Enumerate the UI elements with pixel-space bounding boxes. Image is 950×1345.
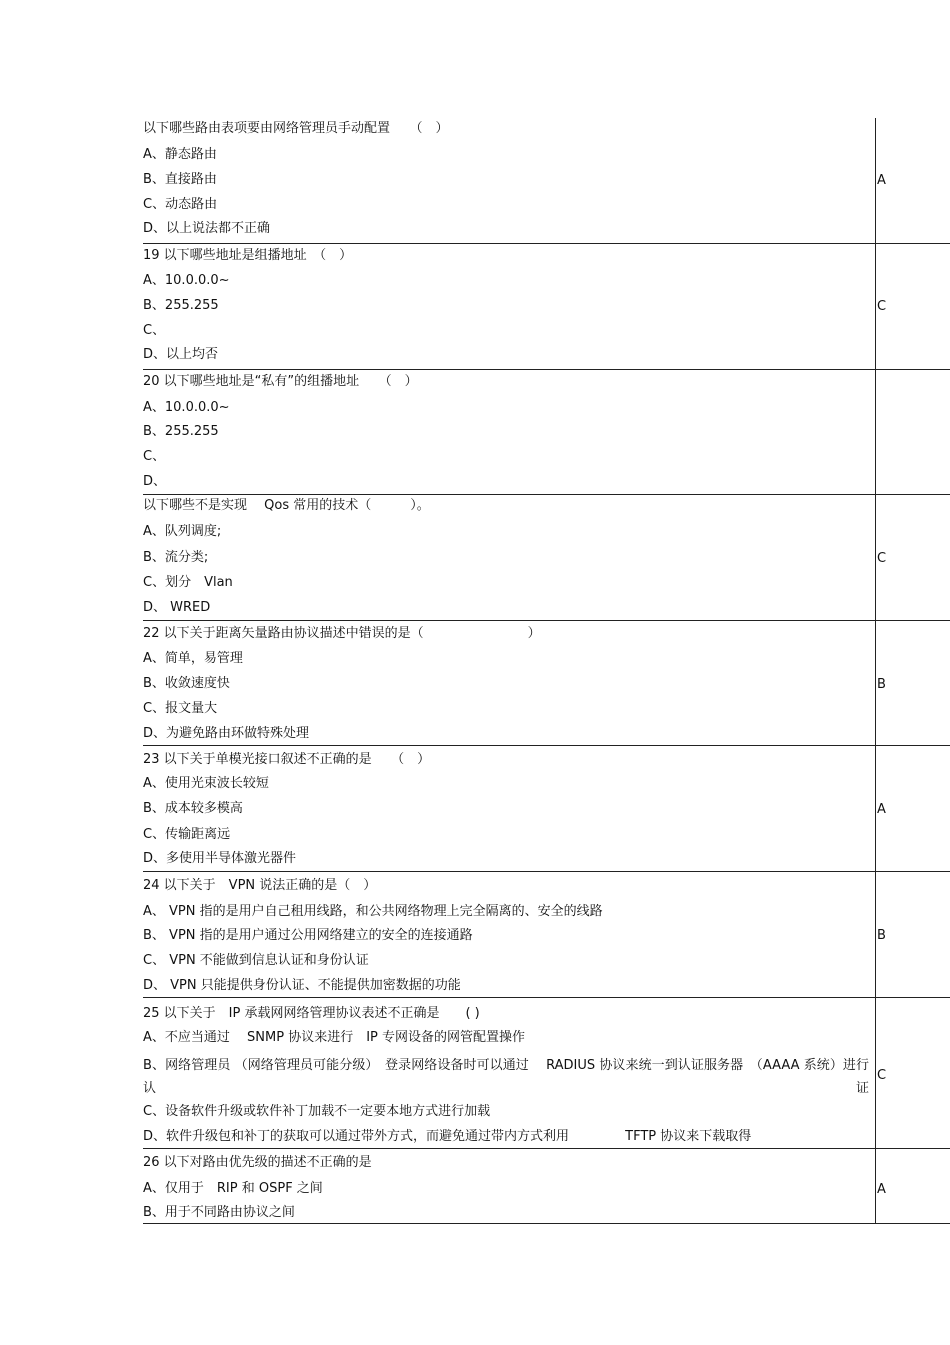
question-stem: 26 以下对路由优先级的描述不正确的是 (143, 1155, 372, 1170)
option-b: B、流分类; (143, 550, 209, 565)
option-a: A、不应当通过 SNMP 协议来进行 IP 专网设备的网管配置操作 (143, 1030, 525, 1045)
answer-cell: B (877, 677, 886, 692)
answer-cell: C (877, 1068, 887, 1083)
question-table (143, 118, 950, 1224)
question-stem: 22 以下关于距离矢量路由协议描述中错误的是（ ） (143, 626, 541, 641)
answer-cell: B (877, 928, 886, 943)
option-c: C、 (143, 449, 166, 464)
option-a: A、10.0.0.0~ (143, 273, 230, 288)
option-a: A、队列调度; (143, 524, 222, 539)
option-d: D、为避免路由环做特殊处理 (143, 726, 310, 741)
option-c: C、 (143, 323, 166, 338)
question-stem: 19 以下哪些地址是组播地址 （ ） (143, 248, 353, 263)
option-a: A、静态路由 (143, 147, 217, 162)
option-d: D、以上说法都不正确 (143, 221, 271, 236)
option-d: D、 (143, 474, 167, 489)
option-b: B、255.255 (143, 424, 219, 439)
option-a: A、仅用于 RIP 和 OSPF 之间 (143, 1181, 323, 1196)
option-b: B、 VPN 指的是用户通过公用网络建立的安全的连接通路 (143, 928, 473, 943)
option-d: D、多使用半导体激光器件 (143, 851, 297, 866)
option-c: C、报文量大 (143, 701, 218, 716)
option-b: B、成本较多模高 (143, 801, 243, 816)
question-row (143, 872, 950, 998)
option-b: B、收敛速度快 (143, 676, 230, 691)
option-b: B、直接路由 (143, 172, 217, 187)
option-c: C、设备软件升级或软件补丁加载不一定要本地方式进行加载 (143, 1104, 491, 1119)
question-row (143, 244, 950, 370)
option-c: C、动态路由 (143, 197, 218, 212)
option-a: A、简单，易管理 (143, 651, 243, 666)
question-stem: 20 以下哪些地址是“私有”的组播地址 （ ） (143, 374, 418, 389)
option-b: B、用于不同路由协议之间 (143, 1205, 295, 1220)
question-stem: 以下哪些不是实现 Qos 常用的技术（ ）。 (143, 498, 430, 513)
answer-cell: C (877, 551, 887, 566)
question-stem: 24 以下关于 VPN 说法正确的是（ ） (143, 878, 377, 893)
option-c: C、传输距离远 (143, 827, 231, 842)
option-a: A、 VPN 指的是用户自己租用线路，和公共网络物理上完全隔离的、安全的线路 (143, 904, 603, 919)
option-d: D、以上均否 (143, 347, 219, 362)
option-d: D、软件升级包和补丁的获取可以通过带外方式，而避免通过带内方式利用 TFTP 协议来下载取得 (143, 1129, 752, 1144)
option-a: A、10.0.0.0~ (143, 400, 230, 415)
question-row (143, 370, 950, 495)
option-b: B、网络管理员 （网络管理员可能分级） 登录网络设备时可以通过 RADIUS 协议来统一到认证服务器 （AAAA 系统）进行认证 (143, 1058, 869, 1096)
answer-cell: A (877, 1182, 886, 1197)
answer-cell: A (877, 802, 886, 817)
question-row (143, 621, 950, 746)
option-d: D、 VPN 只能提供身份认证、不能提供加密数据的功能 (143, 978, 461, 993)
answer-cell: C (877, 299, 887, 314)
question-stem: 以下哪些路由表项要由网络管理员手动配置 （ ） (143, 121, 449, 136)
option-c: C、划分 Vlan (143, 575, 233, 590)
option-c: C、 VPN 不能做到信息认证和身份认证 (143, 953, 369, 968)
question-row (143, 998, 950, 1149)
option-d: D、 WRED (143, 600, 211, 615)
question-row (143, 1149, 950, 1224)
option-b: B、255.255 (143, 298, 219, 313)
question-row (143, 746, 950, 872)
option-a: A、使用光束波长较短 (143, 776, 269, 791)
question-stem: 23 以下关于单模光接口叙述不正确的是 （ ） (143, 752, 431, 767)
question-row (143, 495, 950, 621)
question-row (143, 118, 950, 244)
answer-cell: A (877, 173, 886, 188)
question-stem: 25 以下关于 IP 承载网网络管理协议表述不正确是 ( ) (143, 1006, 480, 1021)
